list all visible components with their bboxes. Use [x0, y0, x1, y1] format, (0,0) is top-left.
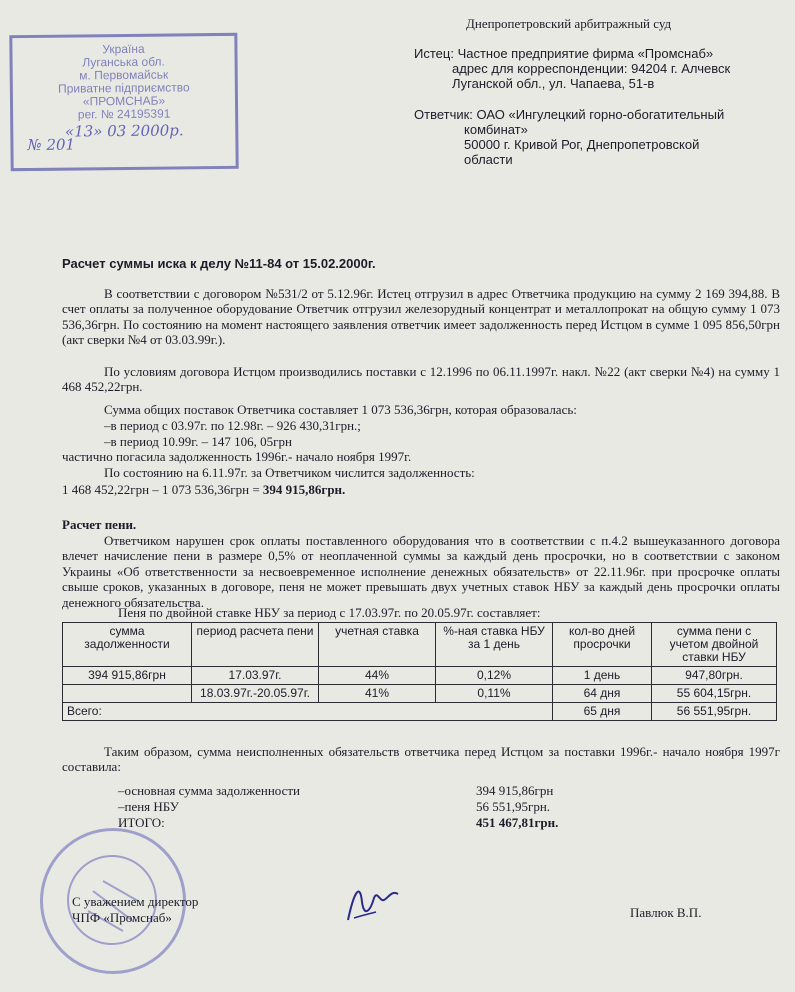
table-header: сумма задолженности — [63, 623, 192, 667]
defendant-address: 50000 г. Кривой Рог, Днепропетровской — [464, 137, 700, 152]
table-row — [63, 685, 777, 703]
summary-label: ИТОГО: — [118, 815, 165, 830]
paragraph: По условиям договора Истцом производились поставки с 12.1996 по 06.11.1997г. накл. №22 (акт сверки №4) на сумму 1 468 452,22грн. — [62, 364, 780, 395]
signature-scribble-icon — [340, 872, 410, 932]
signature-company: ЧПФ «Промснаб» — [72, 910, 172, 925]
stamp-line: Приватне підприємство — [57, 80, 190, 96]
table-cell: 0,11% — [436, 685, 553, 703]
table-row — [63, 667, 777, 685]
document-title: Расчет суммы иска к делу №11-84 от 15.02.2000г. — [62, 256, 376, 271]
table-total-sum: 56 551,95грн. — [652, 703, 777, 721]
list-item: –в период 10.99г. – 147 106, 05грн — [104, 434, 292, 449]
paragraph: Ответчиком нарушен срок оплаты поставленного оборудования что в соответствии с п.4.2 вышеуказанного договора влечет начисление пени в размере 0,5% от неоплаченной суммы за каждый день просрочки, но в соответствии с законом Украины «Об ответственности за несвоевременное исполнение денежных обязательств» от 22.11.96г. при просрочке оплаты свыше сроков, указанных в договоре, пеня не может превышать двух учетных ставок НБУ за каждый день просрочки оплаты денежного обязательства. — [62, 533, 780, 610]
stamp-number: № 201 — [27, 135, 76, 155]
table-cell — [63, 685, 192, 703]
table-total-days: 65 дня — [553, 703, 652, 721]
calculation-line — [62, 482, 345, 497]
stamp-date: «13» 03 2000р. — [64, 121, 184, 141]
defendant-name: комбинат» — [464, 122, 528, 137]
stamp-line: м. Первомайськ — [79, 67, 169, 83]
summary-label: –пеня НБУ — [118, 799, 180, 814]
table-cell: 1 день — [553, 667, 652, 685]
table-header: период расчета пени — [192, 623, 319, 667]
table-header: %-ная ставка НБУ за 1 день — [436, 623, 553, 667]
paragraph: частично погасила задолженность 1996г.- начало ноября 1997г. — [62, 449, 412, 464]
paragraph: В соответствии с договором №531/2 от 5.12.96г. Истец отгрузил в адрес Ответчика продукцию на сумму 2 169 394,88. В счет оплаты за полученное оборудование Ответчик отгрузил железорудный концентрат и металлопрокат на общую сумму 1 073 536,36грн. По состоянию на момент настоящего заявления ответчик имеет задолженность перед Истцом в сумме 1 095 856,50грн (акт сверки №4 от 03.03.99г.). — [62, 286, 780, 348]
signature-title: С уважением директор — [72, 894, 199, 909]
plaintiff-label: Истец: — [414, 46, 454, 61]
summary-value: 56 551,95грн. — [476, 799, 551, 814]
table-cell: 947,80грн. — [652, 667, 777, 685]
table-header: кол-во дней просрочки — [553, 623, 652, 667]
plaintiff-address: Луганской обл., ул. Чапаева, 51-в — [452, 76, 655, 91]
calculation-expression: 1 468 452,22грн – 1 073 536,36грн = — [62, 482, 263, 497]
list-item: –в период с 03.97г. по 12.98г. – 926 430,31грн.; — [104, 418, 361, 433]
plaintiff-address: адрес для корреспонденции: 94204 г. Алчевск — [452, 61, 731, 76]
paragraph: Сумма общих поставок Ответчика составляет 1 073 536,36грн, которая образовалась: — [104, 402, 577, 417]
summary-value: 394 915,86грн — [476, 783, 554, 798]
penalty-table — [62, 622, 777, 721]
table-cell: 41% — [319, 685, 436, 703]
registration-stamp — [9, 33, 238, 171]
table-header: сумма пени с учетом двойной ставки НБУ — [652, 623, 777, 667]
table-total-label: Всего: — [63, 703, 553, 721]
table-cell: 55 604,15грн. — [652, 685, 777, 703]
defendant-address: области — [464, 152, 513, 167]
table-total-row — [63, 703, 777, 721]
defendant-name: ОАО «Ингулецкий горно-обогатительный — [476, 107, 725, 122]
stamp-line: рег. № 24195391 — [77, 106, 171, 122]
table-header: учетная ставка — [319, 623, 436, 667]
summary-total-value: 451 467,81грн. — [476, 815, 559, 830]
table-cell: 44% — [319, 667, 436, 685]
table-cell: 394 915,86грн — [63, 667, 192, 685]
paragraph: Таким образом, сумма неисполненных обязательств ответчика перед Истцом за поставки 1996г.- начало ноября 1997г составила: — [62, 744, 780, 775]
defendant-label: Ответчик: — [414, 107, 473, 122]
paragraph: Пеня по двойной ставке НБУ за период с 17.03.97г. по 20.05.97г. составляет: — [118, 605, 541, 620]
paragraph: По состоянию на 6.11.97г. за Ответчиком числится задолженность: — [104, 465, 475, 480]
summary-label: –основная сумма задолженности — [118, 783, 301, 798]
table-cell: 64 дня — [553, 685, 652, 703]
table-header-row — [63, 623, 777, 667]
court-name: Днепропетровский арбитражный суд — [466, 16, 672, 31]
stamp-line: Луганська обл. — [82, 54, 165, 70]
plaintiff-name: Частное предприятие фирма «Промснаб» — [457, 46, 714, 61]
penalty-title: Расчет пени. — [62, 517, 137, 532]
signer-name: Павлюк В.П. — [630, 905, 702, 920]
table-cell: 18.03.97г.-20.05.97г. — [192, 685, 319, 703]
calculation-result: 394 915,86грн. — [262, 482, 346, 497]
stamp-line: «ПРОМСНАБ» — [82, 93, 166, 109]
table-cell: 0,12% — [436, 667, 553, 685]
table-cell: 17.03.97г. — [192, 667, 319, 685]
stamp-line: Україна — [102, 41, 145, 57]
parties-block — [414, 46, 730, 167]
